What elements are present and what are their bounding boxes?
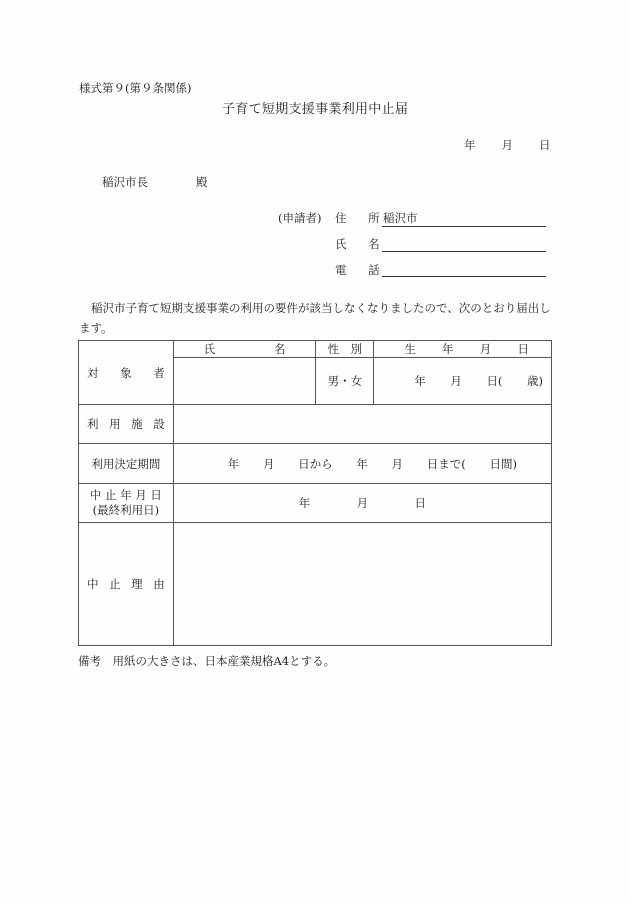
col-name-header: 氏 名 <box>173 341 316 358</box>
sex-field[interactable]: 男・女 <box>316 358 374 405</box>
addressee-name: 稲沢市長 <box>102 175 148 189</box>
reason-label: 中 止 理 由 <box>79 523 174 646</box>
birth-date-field[interactable]: 年 月 日( 歳) <box>374 358 552 405</box>
facility-field[interactable] <box>173 405 551 444</box>
month-label: 月 <box>501 138 513 152</box>
notification-table <box>78 340 552 646</box>
facility-label: 利 用 施 設 <box>79 405 174 444</box>
address-label: 住 所 <box>335 211 389 225</box>
phone-label: 電 話 <box>335 263 389 277</box>
addressee-honorific: 殿 <box>196 175 208 189</box>
stop-date-field[interactable]: 年 月 日 <box>173 484 551 523</box>
name-label: 氏 名 <box>335 237 389 251</box>
name-field[interactable] <box>382 251 546 252</box>
applicant-label: (申請者) <box>278 211 322 225</box>
subject-name-field[interactable] <box>173 358 316 405</box>
phone-field[interactable] <box>382 276 546 277</box>
period-label: 利用決定期間 <box>79 444 174 484</box>
year-label: 年 <box>464 138 476 152</box>
document-title: 子育て短期支援事業利用中止届 <box>222 102 409 117</box>
subject-label: 対 象 者 <box>79 341 174 405</box>
address-field[interactable]: 稲沢市 <box>383 211 418 225</box>
period-field[interactable]: 年 月 日から 年 月 日まで( 日間) <box>173 444 551 484</box>
col-sex-header: 性 別 <box>316 341 374 358</box>
day-label: 日 <box>539 138 551 152</box>
date-line <box>464 137 551 153</box>
addressee <box>102 174 208 190</box>
address-underline <box>382 226 546 227</box>
form-number: 様式第９(第９条関係) <box>79 81 192 95</box>
reason-field[interactable] <box>173 523 551 646</box>
stop-date-label: 中 止 年 月 日 (最終利用日) <box>79 484 174 523</box>
col-birth-header: 生 年 月 日 <box>374 341 552 358</box>
remarks-note: 備考 用紙の大きさは、日本産業規格A4とする。 <box>78 654 336 668</box>
body-text: 稲沢市子育て短期支援事業の利用の要件が該当しなくなりましたので、次のとおり届出します。 <box>79 301 551 335</box>
